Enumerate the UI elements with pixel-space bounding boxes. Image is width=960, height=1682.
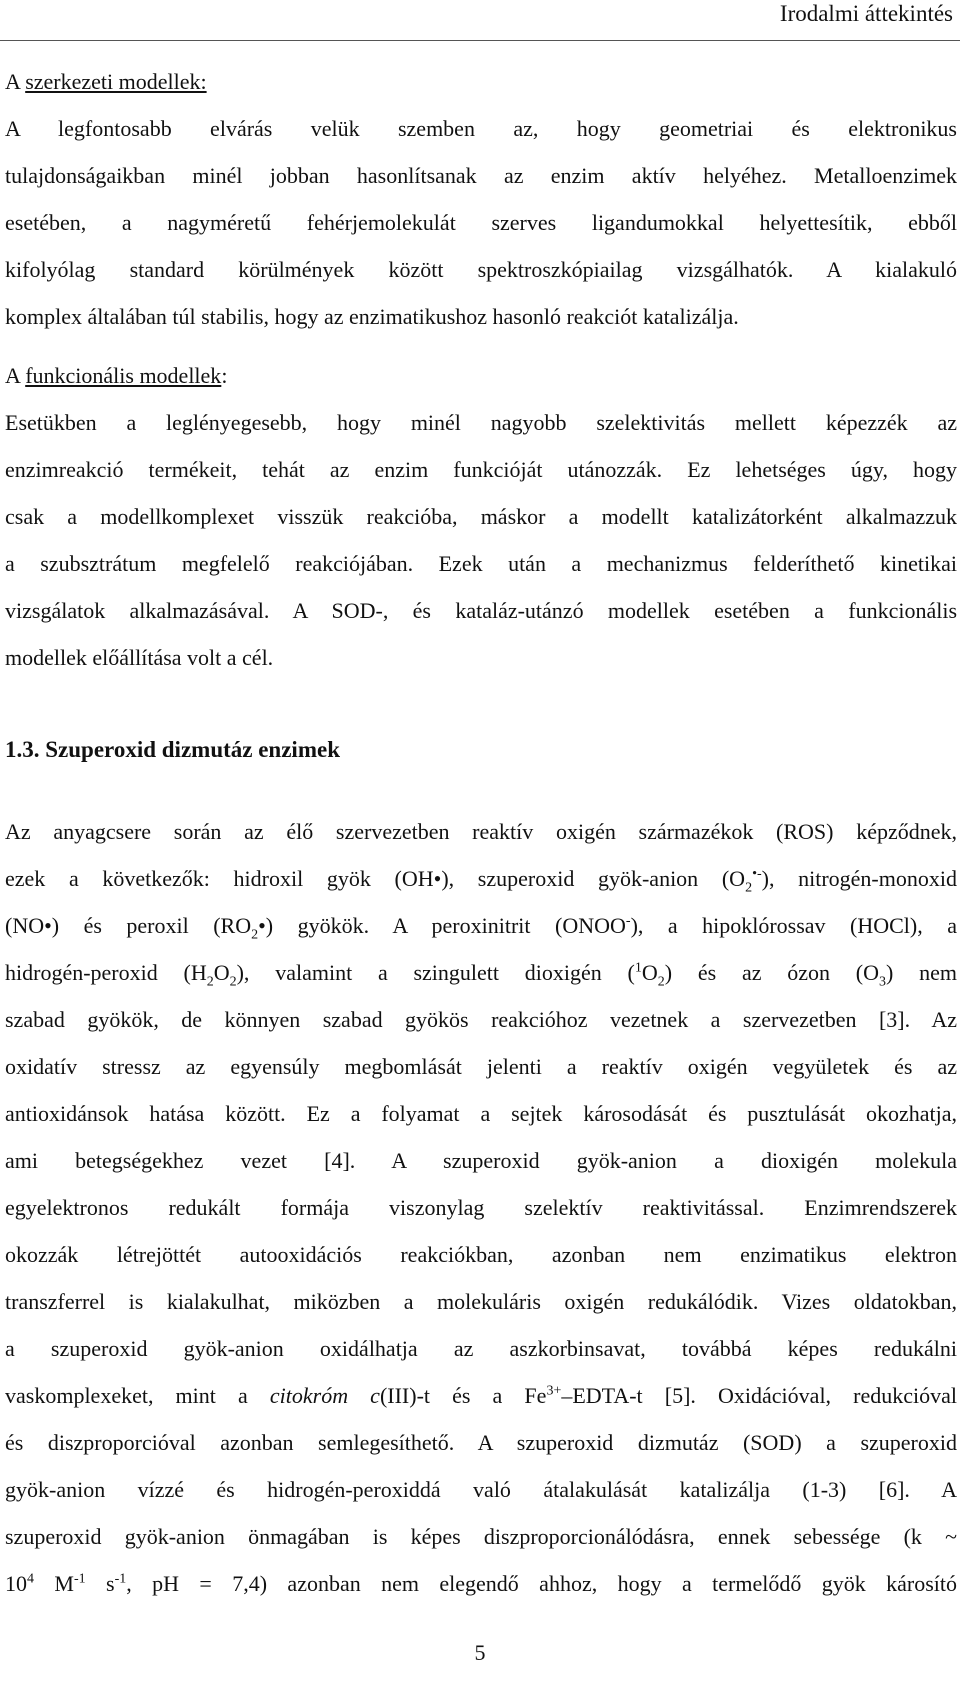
paragraph-line: ami betegségekhez vezet [4]. A szuperoxid gyök-anion a dioxigén molekula bbox=[5, 1148, 957, 1173]
paragraph-line: transzferrel is kialakulhat, miközben a molekuláris oxigén redukálódik. Vizes oldatokban, bbox=[5, 1289, 957, 1314]
paragraph-line: esetében, a nagyméretű fehérjemolekulát szerves ligandumokkal helyettesítik, ebből bbox=[5, 210, 957, 235]
paragraph-line: Az anyagcsere során az élő szervezetben reaktív oxigén származékok (ROS) képződnek, bbox=[5, 819, 957, 844]
paragraph-line: (NO•) és peroxil $(RO_2•)$ gyökök. A peroxinitrit (ONOO-), a hipoklórossav (HOCl), a bbox=[5, 913, 957, 943]
section-functional-models bbox=[5, 352, 957, 681]
paragraph-line: okozzák létrejöttét autooxidációs reakciókban, azonban nem enzimatikus elektron bbox=[5, 1242, 957, 1267]
paragraph-line: és diszproporcióval azonban semlegesíthető. A szuperoxid dizmutáz (SOD) a szuperoxid bbox=[5, 1430, 957, 1455]
heading-underlined: szerkezeti modellek: bbox=[25, 69, 207, 94]
page-number: 5 bbox=[474, 1640, 486, 1665]
section-heading: A funkcionális modellek: bbox=[5, 363, 228, 388]
paragraph-line: vizsgálatok alkalmazásával. A SOD-, és kataláz-utánzó modellek esetében a funkcionális bbox=[5, 598, 957, 623]
heading-underlined: funkcionális modellek bbox=[25, 363, 222, 388]
paragraph-line: ezek a következők: hidroxil gyök (OH•), szuperoxid gyök-anion $(O_2^{•-})$, nitrogén-monoxid bbox=[5, 866, 957, 896]
paragraph-line: kifolyólag standard körülmények között spektroszkópiailag vizsgálhatók. A kialakuló bbox=[5, 257, 957, 282]
paragraph-line: csak a modellkomplexet visszük reakcióba, máskor a modellt katalizátorként alkalmazzuk bbox=[5, 504, 957, 529]
paragraph-line: A legfontosabb elvárás velük szemben az, hogy geometriai és elektronikus bbox=[5, 116, 957, 141]
paragraph-line: tulajdonságaikban minél jobban hasonlítsanak az enzim aktív helyéhez. Metalloenzimek bbox=[5, 163, 957, 188]
paragraph-line: a szubsztrátum megfelelő reakciójában. Ezek után a mechanizmus felderíthető kinetikai bbox=[5, 551, 957, 576]
paragraph-line: modellek előállítása volt a cél. bbox=[5, 645, 274, 670]
paragraph-line: gyök-anion vízzé és hidrogén-peroxiddá való átalakulását katalizálja (1-3) [6]. A bbox=[5, 1477, 957, 1502]
paragraph-line: szuperoxid gyök-anion önmagában is képes diszproporcionálódásra, ennek sebessége (k ~ bbox=[5, 1524, 957, 1549]
paragraph-line: egyelektronos redukált formája viszonylag szelektív reaktivitással. Enzimrendszerek bbox=[5, 1195, 957, 1220]
section-title: 1.3. Szuperoxid dizmutáz enzimek bbox=[5, 737, 340, 762]
running-header bbox=[0, 0, 960, 41]
paragraph-line: hidrogén-peroxid $(H_2O_2)$, valamint a szingulett dioxigén $(^1O_2)$ és az ózon $(O_3)$ nem bbox=[5, 960, 957, 990]
paragraph-line: Esetükben a leglényegesebb, hogy minél nagyobb szelektivitás mellett képezzék az bbox=[5, 410, 957, 435]
header-title: Irodalmi áttekintés bbox=[779, 1, 953, 26]
section-structural-models bbox=[5, 58, 957, 340]
paragraph-line: vaskomplexeket, mint a citokróm c(III)-t és a $Fe^{3+}-EDTA-t$ [5]. Oxidációval, redukcióval bbox=[5, 1383, 957, 1408]
paragraph-line: $10^4$ $M^{-1}$ $s^{-1}$, pH = 7,4) azonban nem elegendő ahhoz, hogy a termelődő gyök károsító bbox=[5, 1571, 957, 1596]
section-sod-body bbox=[5, 808, 957, 1607]
section-sod bbox=[5, 726, 957, 773]
paragraph-line: szabad gyökök, de könnyen szabad gyökös reakcióhoz vezetnek a szervezetben [3]. Az bbox=[5, 1007, 957, 1032]
paragraph-line: a szuperoxid gyök-anion oxidálhatja az aszkorbinsavat, továbbá képes redukálni bbox=[5, 1336, 957, 1361]
section-heading: A szerkezeti modellek: bbox=[5, 69, 207, 94]
paragraph-line: oxidatív stressz az egyensúly megbomlását jelenti a reaktív oxigén vegyületek és az bbox=[5, 1054, 957, 1079]
paragraph-line: enzimreakció termékeit, tehát az enzim funkcióját utánozzák. Ez lehetséges úgy, hogy bbox=[5, 457, 957, 482]
paragraph-line: komplex általában túl stabilis, hogy az enzimatikushoz hasonló reakciót katalizálja. bbox=[5, 304, 739, 329]
paragraph-line: antioxidánsok hatása között. Ez a folyamat a sejtek károsodását és pusztulását okozhatja, bbox=[5, 1101, 957, 1126]
